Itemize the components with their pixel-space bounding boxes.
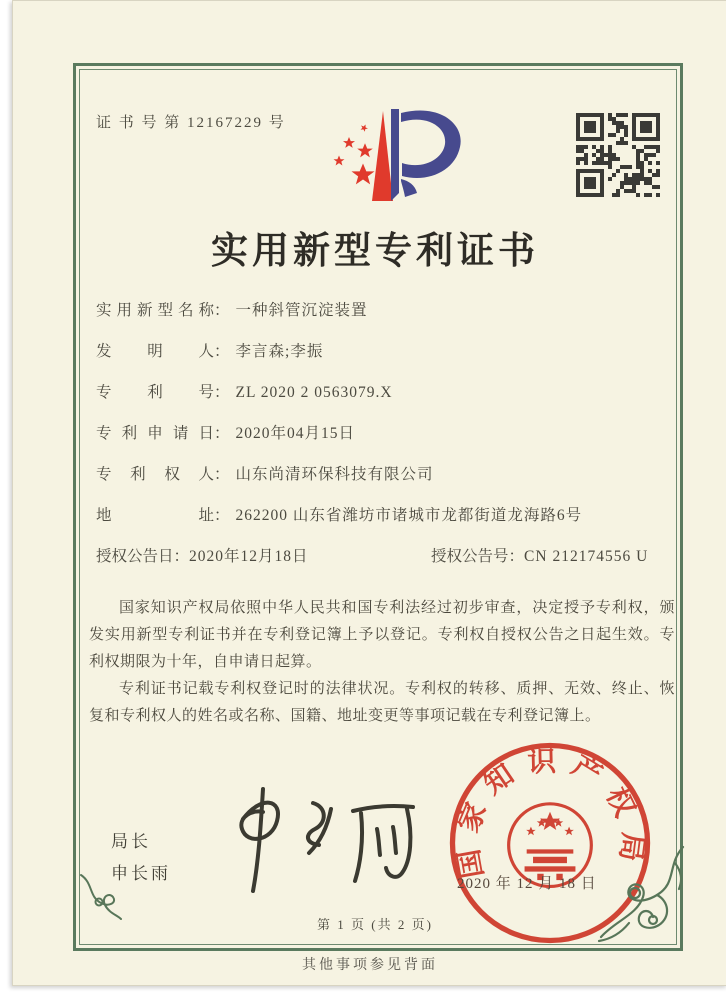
- signature-handwriting: [209, 781, 427, 901]
- legal-paragraph-2: 专利证书记载专利权登记时的法律状况。专利权的转移、质押、无效、终止、恢复和专利权人的姓名或名称、国籍、地址变更等事项记载在专利登记簿上。: [89, 681, 675, 724]
- field-row-address: [96, 505, 656, 546]
- field-colon: ：: [508, 548, 525, 565]
- field-row-grant: [96, 546, 656, 587]
- field-label: 专利号: [96, 384, 214, 401]
- field-row-patent-number: [96, 382, 656, 423]
- field-value: 李言森;李振: [235, 343, 324, 360]
- corner-flourish-bottom-left-icon: [75, 869, 123, 921]
- corner-flourish-bottom-right-icon: [591, 843, 691, 949]
- seal-date: 2020 年 12 月 18 日: [457, 876, 597, 892]
- director-title-label: 局长: [111, 832, 151, 851]
- field-label: 地址: [96, 507, 214, 524]
- field-row-filing-date: [96, 423, 656, 464]
- field-value: ZL 2020 2 0563079.X: [235, 384, 393, 401]
- field-colon: ：: [173, 548, 190, 565]
- field-colon: ：: [214, 425, 230, 442]
- field-value: 262200 山东省潍坊市诸城市龙都街道龙海路6号: [235, 507, 583, 524]
- grant-number-label: 授权公告号: [431, 548, 509, 565]
- field-value: 山东尚清环保科技有限公司: [235, 466, 434, 483]
- field-row-inventor: [96, 341, 656, 382]
- page-number: 第 1 页 (共 2 页): [317, 917, 433, 932]
- field-row-patentee: [96, 464, 656, 505]
- field-label: 专利申请日: [96, 425, 214, 442]
- director-name-label: 申长雨: [111, 864, 171, 883]
- grant-number-pair: [431, 546, 648, 568]
- logo-stars-icon: [334, 123, 375, 184]
- field-list: [96, 300, 656, 587]
- field-colon: ：: [214, 507, 230, 524]
- field-colon: ：: [214, 384, 230, 401]
- grant-date-label: 授权公告日: [96, 548, 174, 565]
- back-side-note: 其他事项参见背面: [302, 958, 438, 973]
- field-label: 发明人: [96, 343, 214, 360]
- grant-number-value: CN 212174556 U: [524, 548, 649, 565]
- field-value: 2020年04月15日: [235, 425, 356, 442]
- legal-paragraph-1: 国家知识产权局依照中华人民共和国专利法经过初步审查，决定授予专利权，颁发实用新型专利证书并在专利登记簿上予以登记。专利权自授权公告之日起生效。专利权期限为十年，自申请日起算。: [89, 600, 675, 670]
- field-colon: ：: [214, 343, 230, 360]
- field-label: 专利权人: [96, 466, 214, 483]
- field-value: 一种斜管沉淀装置: [235, 302, 368, 319]
- certificate-title: 实用新型专利证书: [211, 231, 539, 272]
- qr-code: [576, 113, 660, 197]
- certificate-number: 证 书 号 第 12167229 号: [96, 115, 286, 131]
- grant-date-value: 2020年12月18日: [189, 548, 309, 565]
- field-row-name: [96, 300, 656, 341]
- seal-ring-text: 国家知识产权局: [450, 745, 649, 881]
- field-colon: ：: [214, 302, 230, 319]
- field-colon: ：: [214, 466, 230, 483]
- legal-text: [89, 595, 675, 730]
- cnipa-patent-logo-icon: [301, 101, 469, 219]
- field-label: 实用新型名称: [96, 302, 214, 319]
- certificate-page: [12, 0, 726, 986]
